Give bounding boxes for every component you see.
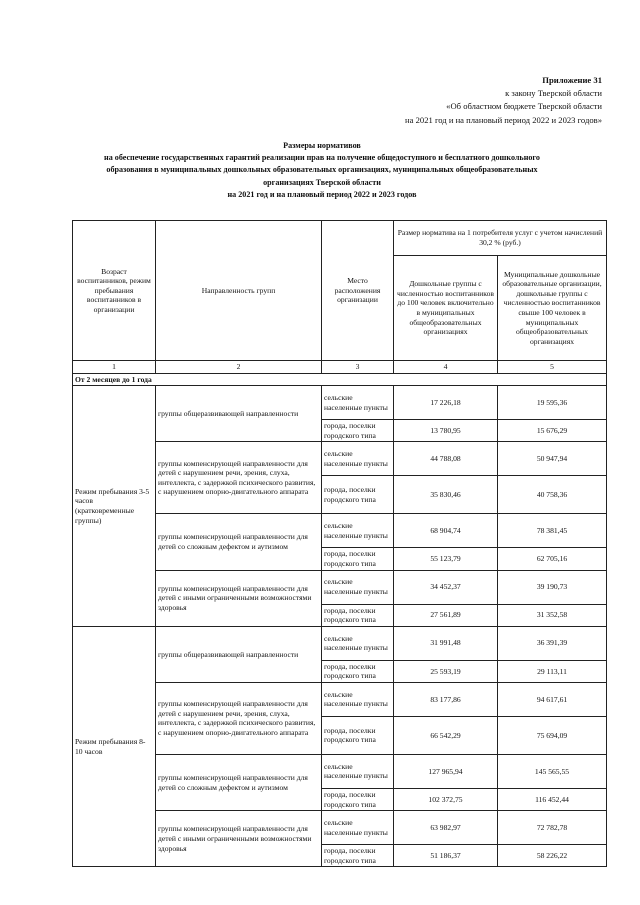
value-cell: 145 565,55 bbox=[498, 754, 607, 788]
value-cell: 17 226,18 bbox=[394, 386, 498, 420]
col-number-1: 1 bbox=[73, 361, 156, 374]
value-cell: 44 788,08 bbox=[394, 442, 498, 476]
group-label: группы компенсирующей направленности для детей с иными ограниченными возможностями здоровья bbox=[156, 811, 322, 867]
value-cell: 55 123,79 bbox=[394, 548, 498, 570]
title-line-5: на 2021 год и на плановый период 2022 и 2023 годов bbox=[227, 189, 417, 199]
value-cell: 35 830,46 bbox=[394, 476, 498, 514]
value-cell: 31 352,58 bbox=[498, 604, 607, 626]
header-group-focus: Направленность групп bbox=[156, 221, 322, 361]
group-label: группы компенсирующей направленности для детей со сложным дефектом и аутизмом bbox=[156, 514, 322, 570]
location-cell: сельские населенные пункты bbox=[322, 811, 394, 845]
value-cell: 13 780,95 bbox=[394, 420, 498, 442]
header-line-1: к закону Тверской области bbox=[505, 88, 602, 99]
appendix-number: Приложение 31 bbox=[542, 75, 602, 85]
value-cell: 127 965,94 bbox=[394, 754, 498, 788]
title-line-2: на обеспечение государственных гарантий реализации прав на получение общедоступного и бесплатного дошкольного bbox=[104, 153, 540, 163]
group-label: группы компенсирующей направленности для детей с нарушением речи, зрения, слуха, интеллекта, с задержкой психического развития, с нарушением опорно-двигательного аппарата bbox=[156, 682, 322, 754]
value-cell: 40 758,36 bbox=[498, 476, 607, 514]
location-cell: сельские населенные пункты bbox=[322, 754, 394, 788]
header-large-organizations: Муниципальные дошкольные образовательные организации, дошкольные группы с численностью воспитанников свыше 100 человек в муниципальных общеобразовательных организациях bbox=[498, 256, 607, 361]
value-cell: 39 190,73 bbox=[498, 570, 607, 604]
value-cell: 27 561,89 bbox=[394, 604, 498, 626]
value-cell: 58 226,22 bbox=[498, 845, 607, 867]
value-cell: 63 982,97 bbox=[394, 811, 498, 845]
location-cell: города, поселки городского типа bbox=[322, 660, 394, 682]
location-cell: сельские населенные пункты bbox=[322, 682, 394, 716]
value-cell: 62 705,16 bbox=[498, 548, 607, 570]
location-cell: города, поселки городского типа bbox=[322, 548, 394, 570]
value-cell: 50 947,94 bbox=[498, 442, 607, 476]
value-cell: 75 694,09 bbox=[498, 716, 607, 754]
table-row bbox=[73, 626, 607, 660]
value-cell: 66 542,29 bbox=[394, 716, 498, 754]
value-cell: 102 372,75 bbox=[394, 788, 498, 810]
group-label: группы общеразвивающей направленности bbox=[156, 386, 322, 442]
group-label: группы компенсирующей направленности для детей со сложным дефектом и аутизмом bbox=[156, 754, 322, 810]
document-title bbox=[60, 140, 584, 201]
value-cell: 15 676,29 bbox=[498, 420, 607, 442]
col-number-2: 2 bbox=[156, 361, 322, 374]
value-cell: 36 391,39 bbox=[498, 626, 607, 660]
regime-label: Режим пребывания 3-5 часов (кратковременные группы) bbox=[73, 386, 156, 627]
title-line-3: образования в муниципальных дошкольных образовательных организациях, муниципальных общеобразовательных bbox=[106, 165, 538, 175]
location-cell: города, поселки городского типа bbox=[322, 420, 394, 442]
location-cell: города, поселки городского типа bbox=[322, 845, 394, 867]
col-number-3: 3 bbox=[322, 361, 394, 374]
location-cell: сельские населенные пункты bbox=[322, 442, 394, 476]
section-heading: От 2 месяцев до 1 года bbox=[73, 373, 607, 386]
location-cell: города, поселки городского типа bbox=[322, 604, 394, 626]
col-number-5: 5 bbox=[498, 361, 607, 374]
group-label: группы компенсирующей направленности для детей с нарушением речи, зрения, слуха, интеллекта, с задержкой психического развития, с нарушением опорно-двигательного аппарата bbox=[156, 442, 322, 514]
location-cell: города, поселки городского типа bbox=[322, 716, 394, 754]
value-cell: 34 452,37 bbox=[394, 570, 498, 604]
value-cell: 94 617,61 bbox=[498, 682, 607, 716]
value-cell: 68 904,74 bbox=[394, 514, 498, 548]
group-label: группы общеразвивающей направленности bbox=[156, 626, 322, 682]
header-line-2: «Об областном бюджете Тверской области bbox=[446, 101, 602, 112]
location-cell: города, поселки городского типа bbox=[322, 476, 394, 514]
location-cell: сельские населенные пункты bbox=[322, 570, 394, 604]
header-age-regime: Возраст воспитанников, режим пребывания воспитанников в организации bbox=[73, 221, 156, 361]
location-cell: сельские населенные пункты bbox=[322, 626, 394, 660]
header-location: Место расположения организации bbox=[322, 221, 394, 361]
header-small-groups: Дошкольные группы с численностью воспитанников до 100 человек включительно в муниципальных общеобразовательных организациях bbox=[394, 256, 498, 361]
value-cell: 116 452,44 bbox=[498, 788, 607, 810]
location-cell: города, поселки городского типа bbox=[322, 788, 394, 810]
value-cell: 51 186,37 bbox=[394, 845, 498, 867]
document-header bbox=[405, 74, 602, 127]
col-number-4: 4 bbox=[394, 361, 498, 374]
regime-label: Режим пребывания 8- 10 часов bbox=[73, 626, 156, 867]
value-cell: 31 991,48 bbox=[394, 626, 498, 660]
title-line-1: Размеры нормативов bbox=[283, 141, 361, 150]
value-cell: 25 593,19 bbox=[394, 660, 498, 682]
location-cell: сельские населенные пункты bbox=[322, 514, 394, 548]
value-cell: 72 782,78 bbox=[498, 811, 607, 845]
table-row bbox=[73, 386, 607, 420]
group-label: группы компенсирующей направленности для детей с иными ограниченными возможностями здоровья bbox=[156, 570, 322, 626]
norms-table bbox=[72, 220, 607, 867]
value-cell: 83 177,86 bbox=[394, 682, 498, 716]
location-cell: сельские населенные пункты bbox=[322, 386, 394, 420]
value-cell: 19 595,36 bbox=[498, 386, 607, 420]
value-cell: 78 381,45 bbox=[498, 514, 607, 548]
title-line-4: организациях Тверской области bbox=[263, 177, 381, 187]
value-cell: 29 113,11 bbox=[498, 660, 607, 682]
header-line-3: на 2021 год и на плановый период 2022 и 2023 годов» bbox=[405, 114, 602, 125]
header-norm-size: Размер норматива на 1 потребителя услуг с учетом начислений 30,2 % (руб.) bbox=[394, 221, 607, 256]
